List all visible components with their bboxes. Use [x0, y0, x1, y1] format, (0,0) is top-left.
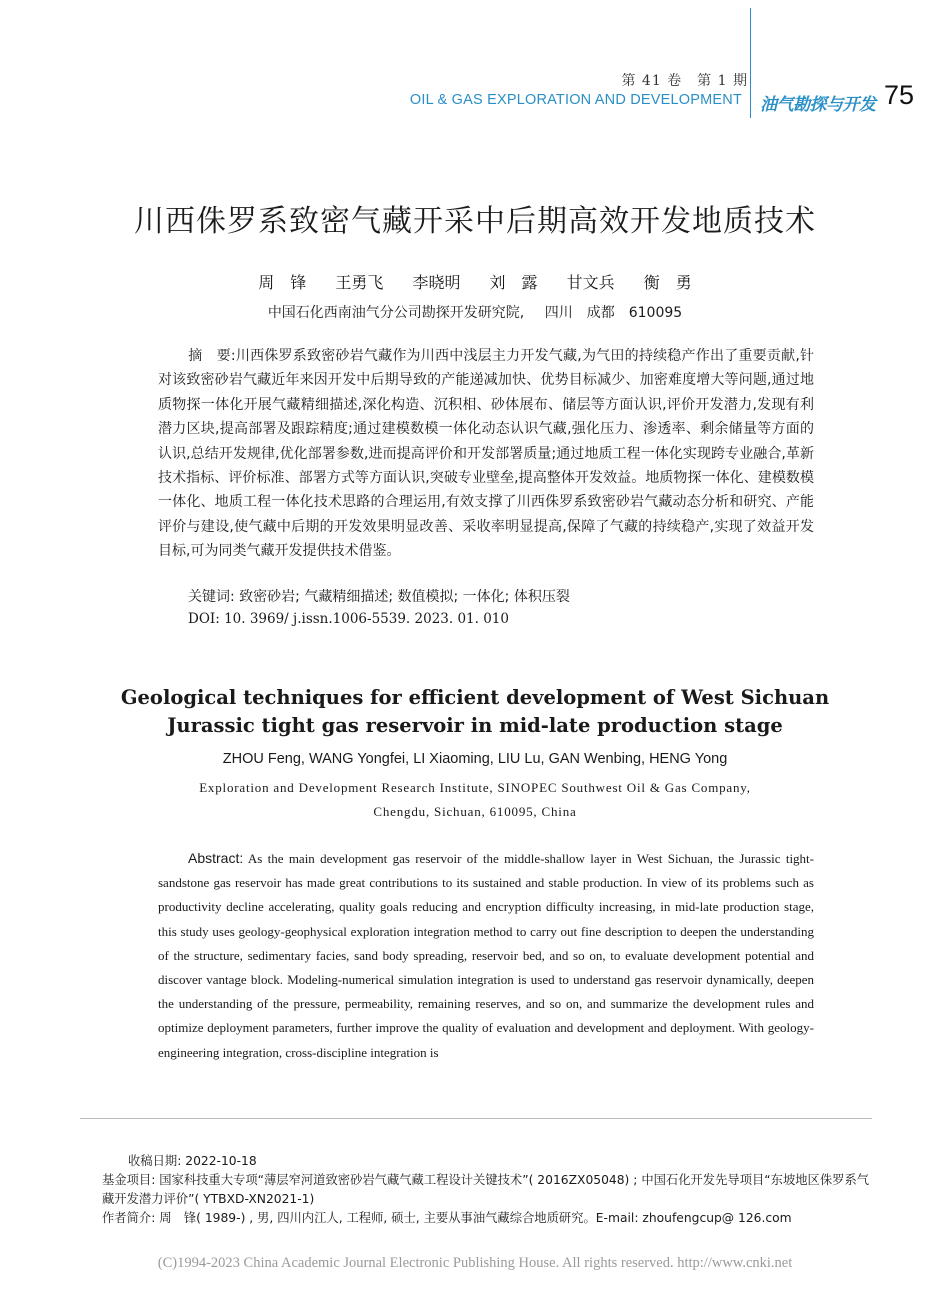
- abstract-en: [158, 846, 814, 1065]
- author-cn: 甘文兵: [566, 273, 615, 292]
- header-divider: [750, 8, 751, 118]
- paper-title-en: [0, 684, 950, 740]
- author-cn: 李晓明: [412, 273, 461, 292]
- funding-note: 基金项目: 国家科技重大专项“薄层窄河道致密砂岩气藏气藏工程设计关键技术”( 2016ZX05048) ; 中国石化开发先导项目“东坡地区侏罗系气藏开发潜力评价”( YTBXD-XN2021-1): [102, 1173, 870, 1206]
- paper-title-en-line1: Geological techniques for efficient development of West Sichuan: [120, 686, 830, 709]
- abstract-label-en: Abstract:: [188, 850, 244, 866]
- journal-name-cn: 油气勘探与开发: [760, 95, 876, 115]
- author-cn: 衡 勇: [643, 273, 692, 292]
- author-bio: 作者简介: 周 锋( 1989-) , 男, 四川内江人, 工程师, 硕士, 主要从事油气藏综合地质研究。E-mail: zhoufengcup@ 126.com: [102, 1211, 792, 1225]
- author-list-en: ZHOU Feng, WANG Yongfei, LI Xiaoming, LIU Lu, GAN Wenbing, HENG Yong: [222, 751, 728, 767]
- abstract-text-en: As the main development gas reservoir of the middle-shallow layer in West Sichuan, the Jurassic tight-sandstone gas reservoir has made great contributions to its sustained and stable production. In view of its problems such as productivity decline accelerating, quality goals reducing and encryption difficulty increasing, in mid-late production stage, this study uses geology-geophysical exploration integration method to carry out fine description to deepen the understanding of the structure, sedimentary facies, sand body spreading, reservoir bed, and so on, to evaluate development potential and discover vantage block. Modeling-numerical simulation integration is used to understand gas reservoir dynamically, deepen the understanding of the pressure, permeability, remaining reserves, and so on, and summarize the development rules and optimize deployment parameters, further improve the quality of evaluation and development and deployment. With geology-engineering integration, cross-discipline integration is: [158, 851, 814, 1060]
- affiliation-en: [0, 776, 950, 824]
- affiliation-en-line1: Exploration and Development Research Institute, SINOPEC Southwest Oil & Gas Company,: [199, 780, 751, 795]
- page-number: 75: [884, 80, 915, 110]
- abstract-label-cn: 摘 要:: [188, 348, 236, 364]
- copyright-watermark: (C)1994-2023 China Academic Journal Electronic Publishing House. All rights reserved. http://www.cnki.net: [157, 1255, 793, 1271]
- affiliation-location-cn: 四川 成都 610095: [544, 305, 683, 321]
- abstract-text-cn: 川西侏罗系致密砂岩气藏作为川西中浅层主力开发气藏,为气田的持续稳产作出了重要贡献,针对该致密砂岩气藏近年来因开发中后期导致的产能递减加快、优势目标减少、加密难度增大等问题,通过地质物探一体化开展气藏精细描述,深化构造、沉积相、砂体展布、储层等方面认识,评价开发潜力,发现有利潜力区块,提高部署及跟踪精度;通过建模数模一体化动态认识气藏,强化压力、渗透率、剩余储量等方面的认识,总结开发规律,优化部署参数,进而提高评价和开发部署质量;通过地质工程一体化实现跨专业融合,革新技术指标、评价标准、部署方式等方面认识,突破专业壁垒,提高整体开发效益。地质物探一体化、建模数模一体化、地质工程一体化技术思路的合理运用,有效支撑了川西侏罗系致密砂岩气藏动态分析和研究、产能评价与建设,使气藏中后期的开发效果明显改善、采收率明显提高,保障了气藏的持续稳产,实现了效益开发目标,可为同类气藏开发提供技术借鉴。: [158, 348, 814, 560]
- affiliation-institute-cn: 中国石化西南油气分公司勘探开发研究院,: [267, 305, 525, 321]
- keywords-cn: 关键词: 致密砂岩; 气藏精细描述; 数值模拟; 一体化; 体积压裂: [188, 589, 570, 605]
- author-list-cn: [0, 270, 950, 293]
- author-cn: 王勇飞: [335, 273, 384, 292]
- abstract-cn: [158, 344, 814, 564]
- affiliation-cn: [0, 302, 950, 322]
- affiliation-en-line2: Chengdu, Sichuan, 610095, China: [373, 804, 577, 819]
- author-cn: 刘 露: [489, 273, 538, 292]
- paper-title-en-line2: Jurassic tight gas reservoir in mid-late production stage: [167, 714, 783, 737]
- volume-issue: 第 41 卷 第 1 期: [621, 73, 748, 89]
- author-cn: 周 锋: [258, 273, 307, 292]
- paper-title-cn: 川西侏罗系致密气藏开采中后期高效开发地质技术: [134, 204, 816, 239]
- footnote-divider: [80, 1118, 872, 1119]
- journal-name-en: OIL & GAS EXPLORATION AND DEVELOPMENT: [409, 92, 742, 108]
- doi: DOI: 10. 3969/ j.issn.1006-5539. 2023. 01. 010: [188, 611, 509, 627]
- received-date: 收稿日期: 2022-10-18: [128, 1154, 257, 1168]
